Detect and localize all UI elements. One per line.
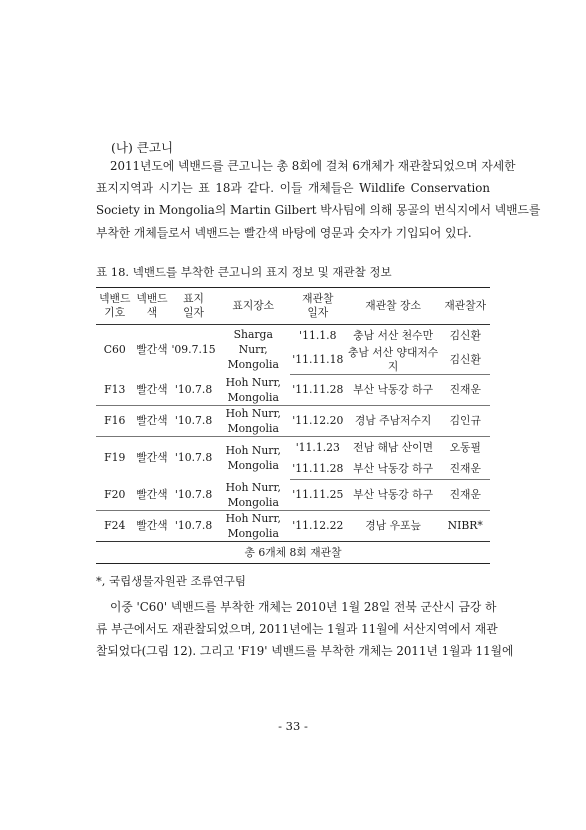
cell-date: '09.7.15 xyxy=(171,342,216,356)
table-row xyxy=(96,406,490,437)
cell-obs-place: 경남 주남저수지 xyxy=(346,406,441,437)
header-date: 표지 일자 xyxy=(170,288,216,325)
cell-observer: NIBR* xyxy=(447,519,483,532)
cell-site: Sharga Nurr, Mongolia xyxy=(227,328,279,372)
cell-observer: 진재운 xyxy=(440,375,490,406)
cell-color: 빨간색 xyxy=(133,406,170,437)
intro-line: 부착한 개체들로서 넥밴드는 빨간색 바탕에 영문과 숫자가 기입되어 있다. xyxy=(96,225,472,240)
cell-date: '10.7.8 xyxy=(170,406,216,437)
table-row xyxy=(96,511,490,542)
cell-obs-date: '11.11.18 xyxy=(290,346,346,375)
cell-color: 빨간색 xyxy=(136,342,168,356)
cell-obs-date: '11.12.22 xyxy=(292,519,344,532)
cell-obs-place: 경남 우포늪 xyxy=(365,519,421,532)
cell-color: 빨간색 xyxy=(136,519,168,532)
header-obs-date: 재관찰 일자 xyxy=(290,288,346,325)
cell-site: Hoh Nurr, Mongolia xyxy=(225,512,281,540)
cell-obs-date: '11.12.20 xyxy=(290,406,346,437)
table-header-row xyxy=(96,288,490,325)
page-number: - 33 - xyxy=(278,719,308,733)
header-code: 넥밴드 기호 xyxy=(96,288,133,325)
body-line: 류 부근에서도 재관찰되었으며, 2011년에는 1월과 11월에 서산지역에서 재관 xyxy=(96,622,498,637)
header-observer: 재관찰자 xyxy=(440,288,490,325)
cell-date: '10.7.8 xyxy=(174,519,213,532)
table-row xyxy=(96,325,490,347)
cell-observer: 김신환 xyxy=(440,346,490,375)
cell-obs-place: 부산 낙동강 하구 xyxy=(346,375,441,406)
cell-obs-date: '11.11.28 xyxy=(290,375,346,406)
section-title: (나) 큰고니 xyxy=(111,140,174,155)
cell-color: 빨간색 xyxy=(133,480,170,511)
table-footnote: *, 국립생물자원관 조류연구팀 xyxy=(96,574,247,588)
cell-observer: 김인규 xyxy=(440,406,490,437)
cell-obs-place: 충남 서산 양대저수지 xyxy=(346,346,441,375)
body-paragraph xyxy=(96,596,514,663)
header-site: 표지장소 xyxy=(217,288,290,325)
cell-observer: 오동필 xyxy=(449,440,481,454)
cell-date: '10.7.8 xyxy=(170,480,216,511)
cell-obs-date: '11.1.23 xyxy=(295,440,340,454)
table-total-row xyxy=(96,542,490,564)
cell-site: Hoh Nurr, Mongolia xyxy=(217,480,290,511)
cell-site: Hoh Nurr, Mongolia xyxy=(217,375,290,406)
cell-code: F19 xyxy=(104,451,126,465)
cell-observer: 진재운 xyxy=(440,480,490,511)
cell-color: 빨간색 xyxy=(133,375,170,406)
cell-code: F16 xyxy=(96,406,133,437)
cell-obs-place: 전남 해남 산이면 xyxy=(353,440,434,454)
cell-observer: 김신환 xyxy=(449,328,481,342)
table-row xyxy=(96,375,490,406)
cell-site: Hoh Nurr, Mongolia xyxy=(217,406,290,437)
body-line: 이중 'C60' 넥밴드를 부착한 개체는 2010년 1월 28일 전북 군산시 금강 하 xyxy=(110,600,497,614)
header-color: 넥밴드 색 xyxy=(133,288,170,325)
cell-obs-place: 충남 서산 천수만 xyxy=(353,328,434,342)
cell-obs-date: '11.11.28 xyxy=(290,458,346,480)
table-row xyxy=(96,437,490,459)
table-row xyxy=(96,480,490,511)
neckband-table xyxy=(96,287,490,564)
cell-date: '10.7.8 xyxy=(170,375,216,406)
cell-color: 빨간색 xyxy=(136,451,168,465)
cell-code: C60 xyxy=(103,342,126,356)
cell-code: F13 xyxy=(96,375,133,406)
table-caption: 표 18. 넥밴드를 부착한 큰고니의 표지 정보 및 재관찰 정보 xyxy=(96,265,392,279)
intro-line: 표지지역과 시기는 표 18과 같다. 이들 개체들은 Wildlife Conservation xyxy=(96,181,490,196)
body-line: 찰되었다(그림 12). 그리고 'F19' 넥밴드를 부착한 개체는 2011년 1월과 11월에 xyxy=(96,644,514,659)
cell-obs-place: 부산 낙동강 하구 xyxy=(346,458,441,480)
intro-line: Society in Mongolia의 Martin Gilbert 박사팀에 의해 몽골의 번식지에서 넥밴드를 xyxy=(96,203,541,218)
cell-date: '10.7.8 xyxy=(174,451,213,465)
intro-paragraph xyxy=(96,155,541,244)
cell-total: 총 6개체 8회 재관찰 xyxy=(96,542,490,564)
intro-line: 2011년도에 넥밴드를 큰고니는 총 8회에 걸쳐 6개체가 재관찰되었으며 자세한 xyxy=(110,159,516,173)
cell-obs-date: '11.11.25 xyxy=(290,480,346,511)
cell-observer: 진재운 xyxy=(440,458,490,480)
cell-code: F20 xyxy=(96,480,133,511)
cell-obs-date: '11.1.8 xyxy=(299,328,337,342)
cell-site: Hoh Nurr, Mongolia xyxy=(225,444,281,473)
cell-obs-place: 부산 낙동강 하구 xyxy=(346,480,441,511)
cell-code: F24 xyxy=(104,519,126,532)
header-obs-place: 재관찰 장소 xyxy=(346,288,441,325)
